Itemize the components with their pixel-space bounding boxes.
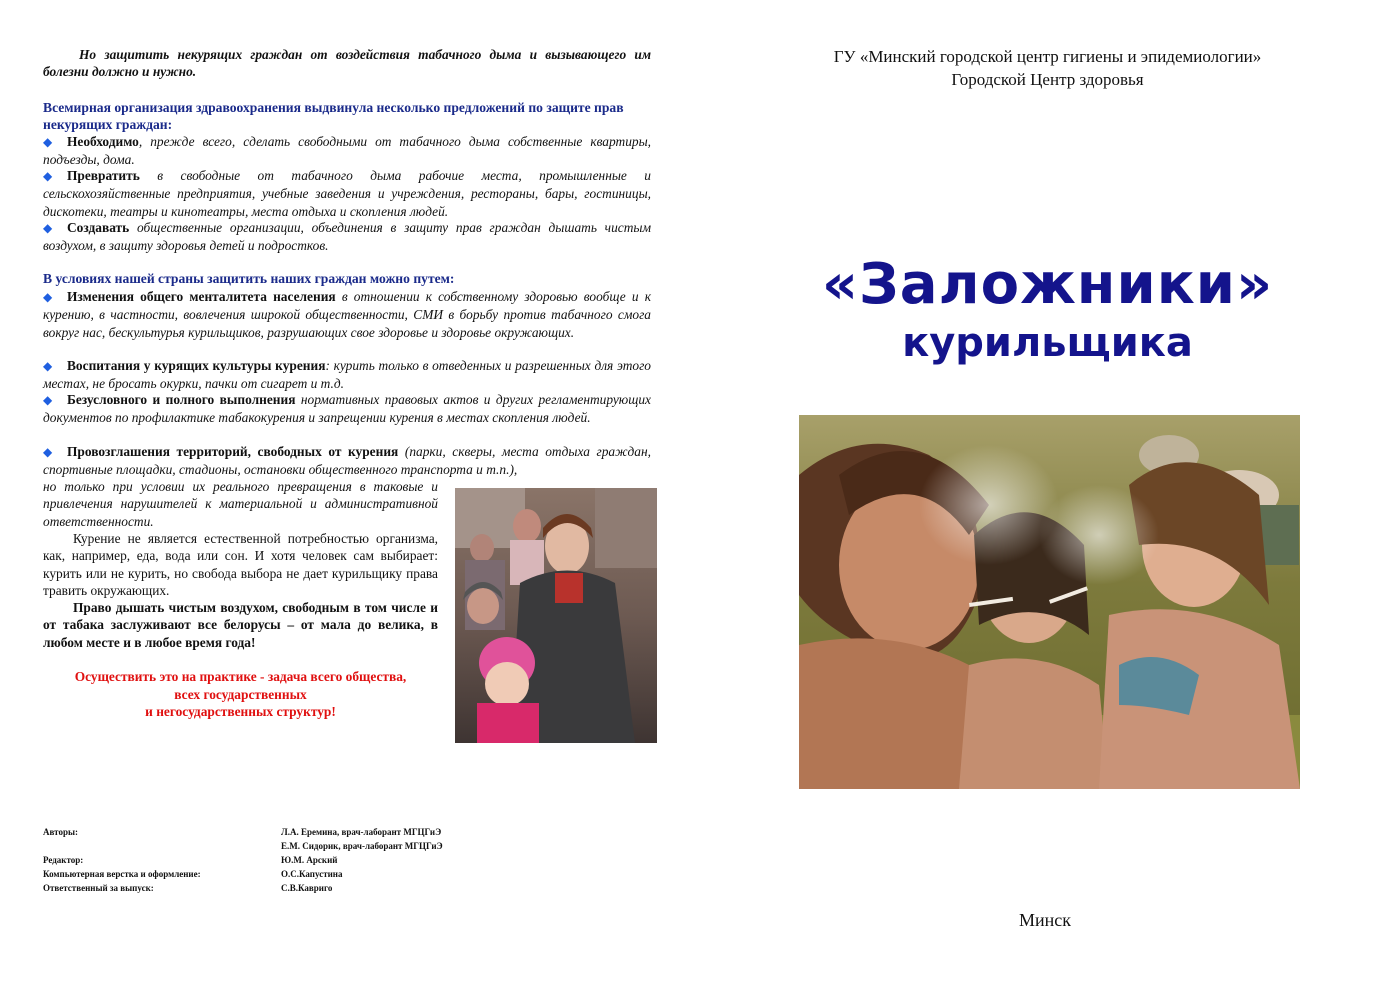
- diamond-bullet-icon: ◆: [43, 135, 53, 149]
- country-heading: В условиях нашей страны защитить наших граждан можно путем:: [43, 271, 455, 286]
- paragraph-right: Право дышать чистым воздухом, свободным в том числе и от табака заслуживают все белорусы – от мала до велика, в любом месте и в любое время года!: [43, 600, 438, 650]
- intro-paragraph: Но защитить некурящих граждан от воздействия табачного дыма и вызывающего им болезни должно и нужно.: [43, 47, 651, 79]
- who-heading: Всемирная организация здравоохранения выдвинула несколько предложений по защите прав некурящих граждан:: [43, 100, 624, 132]
- diamond-bullet-icon: ◆: [43, 393, 53, 407]
- country-item: ◆ Провозглашения территорий, свободных от курения (парки, скверы, места отдыха граждан, спортивные площадки, стадионы, остановки общественного транспорта и т.п.),: [43, 444, 651, 478]
- city-label: Минск: [1019, 910, 1072, 930]
- who-item: ◆ Создавать общественные организации, объединения в защиту прав граждан дышать чистым воздухом, в защиту здоровья детей и подростков.: [43, 220, 651, 254]
- credit-row: Компьютерная верстка и оформление: О.С.Капустина: [43, 869, 343, 879]
- street-smoking-photo: [455, 488, 657, 743]
- continuation-text: но только при условии их реального превращения в таковые и привлечения нарушителей к материальной и административной ответственности.: [43, 479, 438, 529]
- who-item: ◆ Превратить в свободные от табачного дыма рабочие места, промышленные и сельскохозяйственные предприятия, учебные заведения и учреждения, рестораны, бары, гостиницы, дискотеки, театры и кинотеатры, места отдыха и скопления людей.: [43, 168, 651, 219]
- credits-block: [43, 825, 493, 895]
- country-item: ◆ Воспитания у курящих культуры курения: курить только в отведенных и разрешенных для этого местах, не бросать окурки, пачки от сигарет и т.д.: [43, 358, 651, 392]
- who-item: ◆ Необходимо, прежде всего, сделать свободными от табачного дыма собственные квартиры, подъезды, дома.: [43, 134, 651, 168]
- youth-smoking-photo: [799, 415, 1300, 789]
- diamond-bullet-icon: ◆: [43, 445, 53, 459]
- diamond-bullet-icon: ◆: [43, 290, 53, 304]
- country-item: ◆ Изменения общего менталитета населения в отношении к собственному здоровью вообще и к курению, в частности, вовлечения широкой общественности, СМИ в борьбу против табачного смога вокруг нас, бескультурья курильщиков, разрушающих свое здоровье и здоровье окружающих.: [43, 289, 651, 340]
- country-item: ◆ Безусловного и полного выполнения нормативных правовых актов и других регламентирующих документов по профилактике табакокурения и запрещении курения в местах скопления людей.: [43, 392, 651, 426]
- organization-header: ГУ «Минский городской центр гигиены и эпидемиологии» Городской Центр здоровья: [833, 47, 1262, 89]
- credit-row: Редактор: Ю.М. Арский: [43, 855, 338, 865]
- diamond-bullet-icon: ◆: [43, 169, 53, 183]
- credit-row: Авторы: Л.А. Еремина, врач-лаборант МГЦГиЭ: [43, 827, 442, 837]
- page-title: «Заложники»: [821, 252, 1274, 317]
- diamond-bullet-icon: ◆: [43, 359, 53, 373]
- page-subtitle: курильщика: [902, 320, 1193, 366]
- diamond-bullet-icon: ◆: [43, 221, 53, 235]
- call-to-action: Осуществить это на практике - задача всего общества, всех государственных и негосударственных структур!: [74, 669, 407, 719]
- paragraph-need: Курение не является естественной потребностью организма, как, например, еда, вода или сон. И хотя человек сам выбирает: курить или не курить, но свобода выбора не дает курильщику права травить окружающих.: [43, 531, 438, 598]
- credit-row: Е.М. Сидорик, врач-лаборант МГЦГиЭ: [281, 841, 443, 851]
- credit-row: Ответственный за выпуск: С.В.Кавриго: [43, 883, 333, 893]
